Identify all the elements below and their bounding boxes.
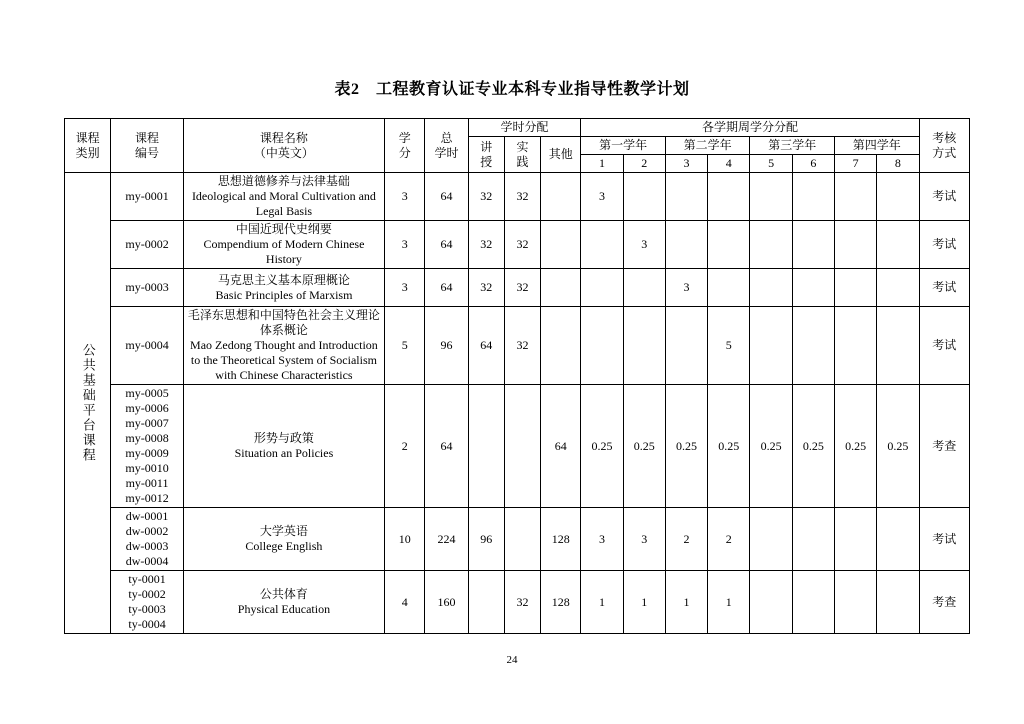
semester-3-value: 0.25 xyxy=(665,385,707,508)
semester-7-value xyxy=(834,221,876,269)
semester-8-value xyxy=(877,269,919,307)
semester-3-value xyxy=(665,173,707,221)
semester-1-value xyxy=(581,221,623,269)
header-weekly-credits: 各学期周学分分配 xyxy=(581,119,919,137)
course-name-en: Physical Education xyxy=(237,602,331,616)
course-name-cn: 大学英语 xyxy=(259,524,308,538)
assessment-value: 考查 xyxy=(919,385,969,508)
semester-5-value: 0.25 xyxy=(750,385,792,508)
semester-2-value xyxy=(623,269,665,307)
semester-4-value xyxy=(708,221,750,269)
course-name-cn: 思想道德修养与法律基础 xyxy=(217,174,350,188)
lecture-hours-value xyxy=(468,385,504,508)
course-code: my-0011 xyxy=(125,476,169,490)
header-total-hours: 总 学时 xyxy=(425,119,468,173)
semester-6-value xyxy=(792,269,834,307)
header-course-code: 课程 编号 xyxy=(111,119,183,173)
credit-value: 5 xyxy=(385,307,425,385)
category-label: 公共基础平台课程 xyxy=(80,343,96,463)
other-hours-value: 64 xyxy=(541,385,581,508)
teaching-plan-table-container xyxy=(64,118,970,634)
course-code: my-0002 xyxy=(111,221,183,269)
assessment-value: 考试 xyxy=(919,307,969,385)
semester-7-value xyxy=(834,307,876,385)
course-name-cn: 中国近现代史纲要 xyxy=(235,222,332,236)
course-code-list xyxy=(111,571,183,634)
semester-2-value xyxy=(623,173,665,221)
semester-5-value xyxy=(750,307,792,385)
course-code-list xyxy=(111,385,183,508)
semester-6-value: 0.25 xyxy=(792,385,834,508)
semester-8-value: 0.25 xyxy=(877,385,919,508)
lecture-hours-value: 32 xyxy=(468,173,504,221)
course-name-en: Basic Principles of Marxism xyxy=(215,287,353,302)
semester-8-value xyxy=(877,307,919,385)
practice-hours-value: 32 xyxy=(504,173,540,221)
course-name-en: College English xyxy=(245,539,323,553)
course-code: my-0010 xyxy=(125,461,169,475)
semester-1-value: 0.25 xyxy=(581,385,623,508)
practice-hours-value: 32 xyxy=(504,307,540,385)
semester-2-value: 3 xyxy=(623,508,665,571)
practice-hours-value xyxy=(504,508,540,571)
course-name-en: Compendium of Modern Chinese History xyxy=(203,237,365,266)
course-code: my-0007 xyxy=(125,416,169,430)
semester-8-value xyxy=(877,571,919,634)
semester-1-value: 3 xyxy=(581,508,623,571)
other-hours-value xyxy=(541,221,581,269)
header-semester-5: 5 xyxy=(750,155,792,173)
lecture-hours-value: 32 xyxy=(468,269,504,307)
header-year-1: 第一学年 xyxy=(581,137,666,155)
lecture-hours-value: 96 xyxy=(468,508,504,571)
semester-4-value xyxy=(708,173,750,221)
semester-4-value: 0.25 xyxy=(708,385,750,508)
course-name-cn: 毛泽东思想和中国特色社会主义理论体系概论 xyxy=(187,308,380,337)
header-course-name: 课程名称 （中英文） xyxy=(183,119,384,173)
course-name-en: Situation an Policies xyxy=(234,446,334,460)
other-hours-value xyxy=(541,307,581,385)
header-credit: 学 分 xyxy=(385,119,425,173)
table-row xyxy=(65,269,970,307)
header-semester-6: 6 xyxy=(792,155,834,173)
semester-5-value xyxy=(750,269,792,307)
lecture-hours-value xyxy=(468,571,504,634)
total-hours-value: 224 xyxy=(425,508,468,571)
credit-value: 10 xyxy=(385,508,425,571)
course-code: my-0006 xyxy=(125,401,169,415)
course-name xyxy=(183,221,384,269)
course-name-cn: 马克思主义基本原理概论 xyxy=(217,272,350,287)
semester-7-value xyxy=(834,173,876,221)
header-semester-7: 7 xyxy=(834,155,876,173)
other-hours-value xyxy=(541,269,581,307)
semester-8-value xyxy=(877,221,919,269)
course-code: dw-0001 xyxy=(125,509,169,523)
semester-3-value xyxy=(665,221,707,269)
course-name xyxy=(183,385,384,508)
total-hours-value: 96 xyxy=(425,307,468,385)
semester-1-value xyxy=(581,269,623,307)
course-name xyxy=(183,571,384,634)
course-code: my-0004 xyxy=(111,307,183,385)
semester-1-value xyxy=(581,307,623,385)
other-hours-value: 128 xyxy=(541,571,581,634)
assessment-value: 考试 xyxy=(919,269,969,307)
header-semester-8: 8 xyxy=(877,155,919,173)
total-hours-value: 64 xyxy=(425,221,468,269)
semester-4-value: 1 xyxy=(708,571,750,634)
header-semester-4: 4 xyxy=(708,155,750,173)
credit-value: 3 xyxy=(385,221,425,269)
assessment-value: 考试 xyxy=(919,508,969,571)
semester-5-value xyxy=(750,173,792,221)
header-year-2: 第二学年 xyxy=(665,137,750,155)
semester-8-value xyxy=(877,173,919,221)
semester-2-value: 0.25 xyxy=(623,385,665,508)
assessment-value: 考试 xyxy=(919,221,969,269)
table-row xyxy=(65,571,970,634)
header-other: 其他 xyxy=(541,137,581,173)
total-hours-value: 160 xyxy=(425,571,468,634)
course-code: my-0009 xyxy=(125,446,169,460)
course-code: ty-0004 xyxy=(128,617,166,631)
semester-4-value: 5 xyxy=(708,307,750,385)
page-title: 表2 工程教育认证专业本科专业指导性教学计划 xyxy=(334,81,690,98)
table-header-row-1 xyxy=(65,119,970,137)
course-code: ty-0001 xyxy=(128,572,166,586)
course-code: ty-0002 xyxy=(128,587,166,601)
course-name xyxy=(183,269,384,307)
header-practice: 实 践 xyxy=(504,137,540,173)
semester-7-value xyxy=(834,571,876,634)
practice-hours-value: 32 xyxy=(504,221,540,269)
course-name-en: Mao Zedong Thought and Introduction to the Theoretical System of Socialism with Chinese Characteristics xyxy=(190,338,378,382)
header-year-4: 第四学年 xyxy=(834,137,919,155)
practice-hours-value: 32 xyxy=(504,269,540,307)
semester-2-value xyxy=(623,307,665,385)
course-name-en: Ideological and Moral Cultivation and Legal Basis xyxy=(191,189,376,218)
course-name-cn: 形势与政策 xyxy=(253,431,314,445)
category-cell xyxy=(65,173,111,634)
header-semester-3: 3 xyxy=(665,155,707,173)
course-name xyxy=(183,173,384,221)
table-row xyxy=(65,173,970,221)
course-code: dw-0003 xyxy=(125,539,169,553)
semester-5-value xyxy=(750,571,792,634)
semester-5-value xyxy=(750,221,792,269)
other-hours-value: 128 xyxy=(541,508,581,571)
semester-3-value: 1 xyxy=(665,571,707,634)
course-name-cn: 公共体育 xyxy=(259,587,308,601)
credit-value: 3 xyxy=(385,173,425,221)
table-row xyxy=(65,508,970,571)
semester-6-value xyxy=(792,508,834,571)
header-category: 课程 类别 xyxy=(65,119,111,173)
semester-6-value xyxy=(792,173,834,221)
credit-value: 4 xyxy=(385,571,425,634)
other-hours-value xyxy=(541,173,581,221)
lecture-hours-value: 64 xyxy=(468,307,504,385)
course-code: my-0008 xyxy=(125,431,169,445)
header-year-3: 第三学年 xyxy=(750,137,835,155)
header-semester-1: 1 xyxy=(581,155,623,173)
semester-1-value: 1 xyxy=(581,571,623,634)
table-row xyxy=(65,307,970,385)
course-name xyxy=(183,307,384,385)
semester-8-value xyxy=(877,508,919,571)
semester-3-value xyxy=(665,307,707,385)
semester-7-value: 0.25 xyxy=(834,385,876,508)
credit-value: 2 xyxy=(385,385,425,508)
semester-3-value: 3 xyxy=(665,269,707,307)
semester-5-value xyxy=(750,508,792,571)
header-lecture: 讲 授 xyxy=(468,137,504,173)
semester-2-value: 3 xyxy=(623,221,665,269)
course-code: my-0003 xyxy=(111,269,183,307)
semester-6-value xyxy=(792,571,834,634)
semester-7-value xyxy=(834,508,876,571)
course-code: my-0001 xyxy=(111,173,183,221)
table-row xyxy=(65,385,970,508)
page-number: 24 xyxy=(506,654,518,666)
assessment-value: 考查 xyxy=(919,571,969,634)
total-hours-value: 64 xyxy=(425,173,468,221)
course-code: my-0012 xyxy=(125,491,169,505)
semester-6-value xyxy=(792,307,834,385)
course-code-list xyxy=(111,508,183,571)
semester-2-value: 1 xyxy=(623,571,665,634)
course-code: dw-0004 xyxy=(125,554,169,568)
semester-6-value xyxy=(792,221,834,269)
header-hours-distribution: 学时分配 xyxy=(468,119,581,137)
total-hours-value: 64 xyxy=(425,385,468,508)
teaching-plan-table xyxy=(64,118,970,634)
header-semester-2: 2 xyxy=(623,155,665,173)
semester-3-value: 2 xyxy=(665,508,707,571)
practice-hours-value: 32 xyxy=(504,571,540,634)
assessment-value: 考试 xyxy=(919,173,969,221)
practice-hours-value xyxy=(504,385,540,508)
course-code: ty-0003 xyxy=(128,602,166,616)
header-assessment: 考核 方式 xyxy=(919,119,969,173)
table-row xyxy=(65,221,970,269)
total-hours-value: 64 xyxy=(425,269,468,307)
semester-1-value: 3 xyxy=(581,173,623,221)
course-name xyxy=(183,508,384,571)
credit-value: 3 xyxy=(385,269,425,307)
lecture-hours-value: 32 xyxy=(468,221,504,269)
course-code: my-0005 xyxy=(125,386,169,400)
semester-4-value xyxy=(708,269,750,307)
course-code: dw-0002 xyxy=(125,524,169,538)
semester-4-value: 2 xyxy=(708,508,750,571)
semester-7-value xyxy=(834,269,876,307)
